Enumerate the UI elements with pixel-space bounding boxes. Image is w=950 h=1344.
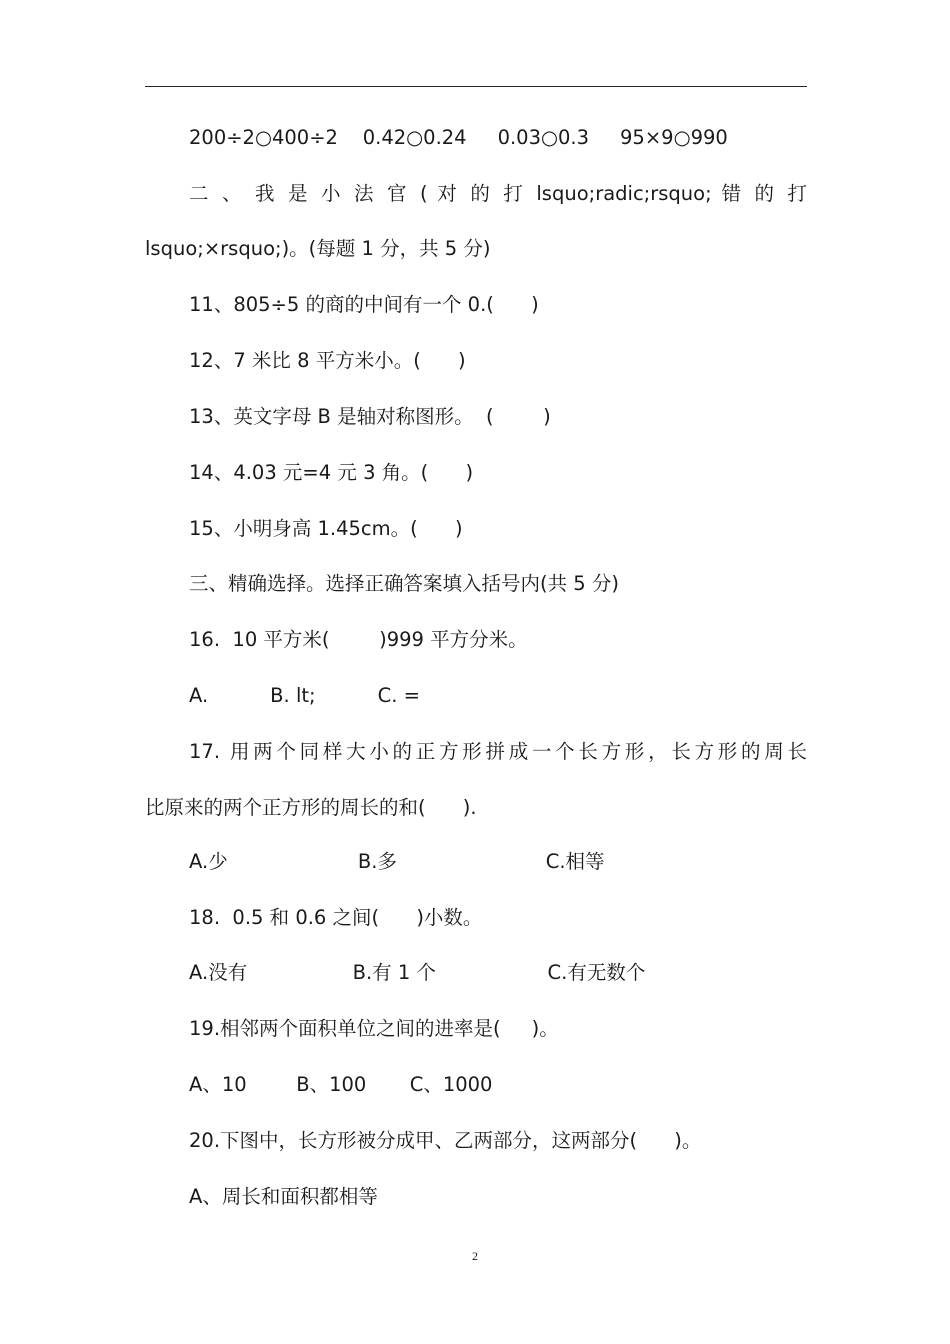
question-17-cont: 比原来的两个正方形的周长的和( ). bbox=[145, 796, 477, 819]
page-number: 2 bbox=[472, 1249, 478, 1263]
question-16: 16. 10 平方米( )999 平方分米。 bbox=[189, 628, 528, 651]
question-19: 19.相邻两个面积单位之间的进率是( )。 bbox=[189, 1017, 559, 1040]
question-16-options: A. B. lt; C. = bbox=[189, 684, 420, 707]
question-18: 18. 0.5 和 0.6 之间( )小数。 bbox=[189, 906, 483, 929]
question-18-options: A.没有 B.有 1 个 C.有无数个 bbox=[189, 961, 646, 984]
question-17-options: A.少 B.多 C.相等 bbox=[189, 850, 605, 873]
section-two-heading-cont: lsquo;×rsquo;)。(每题 1 分，共 5 分) bbox=[145, 237, 491, 260]
header-rule bbox=[145, 86, 807, 87]
question-17: 17. 用两个同样大小的正方形拼成一个长方形，长方形的周长 bbox=[189, 740, 807, 763]
question-12: 12、7 米比 8 平方米小。( ) bbox=[189, 349, 466, 372]
comparison-line: 200÷2○400÷2 0.42○0.24 0.03○0.3 95×9○990 bbox=[189, 126, 728, 149]
question-15: 15、小明身高 1.45cm。( ) bbox=[189, 517, 463, 540]
section-three-heading: 三、精确选择。选择正确答案填入括号内(共 5 分) bbox=[189, 572, 620, 595]
section-two-heading: 二 、 我 是 小 法 官 ( 对 的 打 lsquo;radic;rsquo; 错 的 打 bbox=[189, 182, 807, 205]
question-19-options: A、10 B、100 C、1000 bbox=[189, 1073, 493, 1096]
question-13: 13、英文字母 B 是轴对称图形。 ( ) bbox=[189, 405, 551, 428]
question-20: 20.下图中，长方形被分成甲、乙两部分，这两部分( )。 bbox=[189, 1129, 702, 1152]
question-20-option-a: A、周长和面积都相等 bbox=[189, 1185, 378, 1208]
question-11: 11、805÷5 的商的中间有一个 0.( ) bbox=[189, 293, 539, 316]
question-14: 14、4.03 元=4 元 3 角。( ) bbox=[189, 461, 474, 484]
